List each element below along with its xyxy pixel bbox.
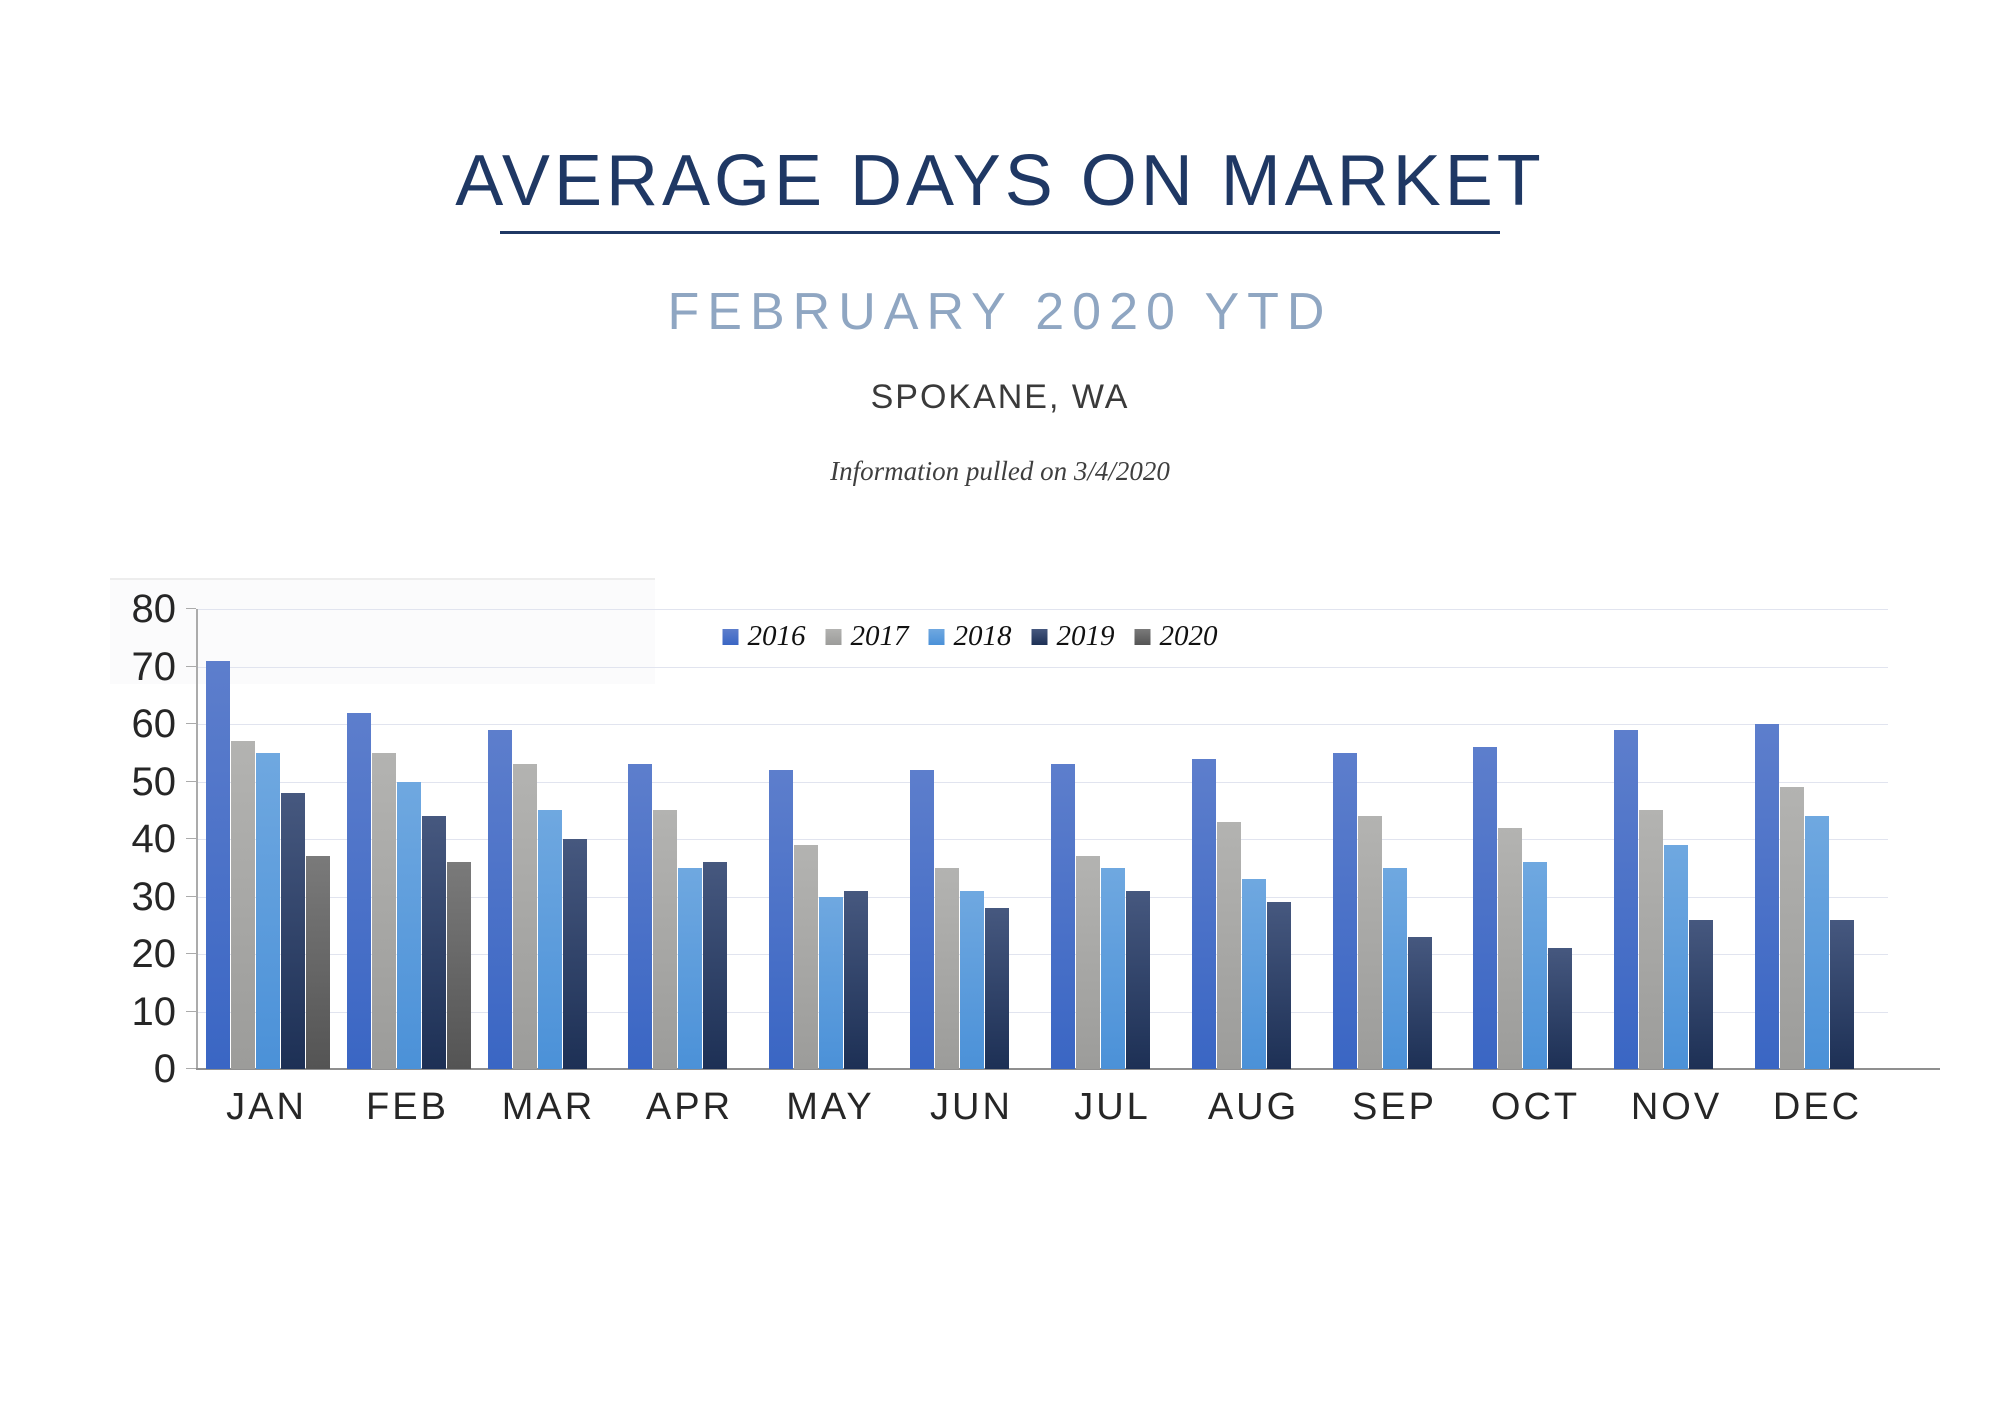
legend-label-2019: 2019 [1056, 620, 1115, 652]
bar-group-apr [620, 609, 761, 1069]
legend-item-2016 [723, 622, 806, 651]
y-axis-tick-60 [186, 723, 196, 724]
y-axis-tick-label-30: 30 [131, 874, 176, 919]
bar-group-dec [1747, 609, 1888, 1069]
bar-2020-jan [306, 856, 330, 1069]
bar-2016-may [769, 770, 793, 1069]
bar-2017-may [794, 845, 818, 1069]
bar-group-jul [1043, 609, 1184, 1069]
y-axis-tick-label-20: 20 [131, 932, 176, 976]
bar-group-oct [1465, 609, 1606, 1069]
legend-item-2020 [1135, 622, 1218, 651]
data-pulled-note: Information pulled on 3/4/2020 [830, 456, 1170, 486]
x-axis-label-jun: JUN [930, 1086, 1013, 1128]
bar-2017-mar [513, 764, 537, 1069]
y-axis-tick-80 [186, 608, 196, 609]
bar-2019-jul [1126, 891, 1150, 1069]
bar-2018-jun [960, 891, 984, 1069]
legend-item-2017 [826, 622, 909, 651]
bar-groups [198, 609, 1888, 1069]
y-axis-labels [40, 587, 176, 1091]
y-axis-tick-10 [186, 1011, 196, 1012]
y-axis-tick-20 [186, 953, 196, 954]
plot-area [196, 609, 1888, 1069]
legend-swatch-2018 [929, 629, 945, 645]
x-axis-labels [196, 1086, 1888, 1129]
bar-2016-apr [628, 764, 652, 1069]
chart-location: SPOKANE, WA [870, 378, 1130, 416]
legend-swatch-2020 [1135, 629, 1151, 645]
x-axis-label-aug: AUG [1207, 1086, 1300, 1128]
y-axis-tick-0 [186, 1068, 196, 1069]
bar-group-feb [339, 609, 480, 1069]
bar-2016-nov [1614, 730, 1638, 1069]
bar-group-nov [1606, 609, 1747, 1069]
bar-2017-dec [1780, 787, 1804, 1069]
bar-2016-jul [1051, 764, 1075, 1069]
y-axis-tick-30 [186, 896, 196, 897]
bar-2016-jun [910, 770, 934, 1069]
x-axis-label-jan: JAN [226, 1086, 307, 1128]
bar-2018-oct [1523, 862, 1547, 1069]
x-axis-label-oct: OCT [1490, 1086, 1581, 1128]
bar-group-sep [1325, 609, 1466, 1069]
bar-2017-nov [1639, 810, 1663, 1069]
legend-label-2017: 2017 [850, 620, 909, 652]
bar-2017-aug [1217, 822, 1241, 1069]
x-axis-label-may: MAY [786, 1086, 875, 1128]
page-title: AVERAGE DAYS ON MARKET [455, 141, 1545, 221]
y-axis-tick-label-10: 10 [131, 989, 176, 1034]
bar-2018-jul [1101, 868, 1125, 1069]
bar-2018-sep [1383, 868, 1407, 1069]
bar-2018-nov [1664, 845, 1688, 1069]
y-axis-tick-label-60: 60 [131, 702, 176, 746]
legend-label-2016: 2016 [747, 620, 806, 652]
y-axis-tick-40 [186, 838, 196, 839]
bar-2017-jan [231, 741, 255, 1069]
bar-2017-sep [1358, 816, 1382, 1069]
x-axis-label-feb: FEB [366, 1086, 449, 1128]
bar-group-jan [198, 609, 339, 1069]
bar-2019-feb [422, 816, 446, 1069]
bar-2019-jan [281, 793, 305, 1069]
y-axis-tick-50 [186, 781, 196, 782]
bar-2019-apr [703, 862, 727, 1069]
legend-swatch-2016 [723, 629, 739, 645]
bar-2019-oct [1548, 948, 1572, 1069]
bar-2018-apr [678, 868, 702, 1069]
legend-label-2018: 2018 [953, 620, 1012, 652]
bar-2018-mar [538, 810, 562, 1069]
bar-2016-jan [206, 661, 230, 1069]
x-axis-label-jul: JUL [1074, 1086, 1151, 1128]
bar-2018-dec [1805, 816, 1829, 1069]
legend [723, 622, 1218, 651]
bar-2016-aug [1192, 759, 1216, 1070]
legend-swatch-2017 [826, 629, 842, 645]
legend-label-2020: 2020 [1159, 620, 1218, 652]
chart-subtitle: FEBRUARY 2020 YTD [667, 283, 1333, 341]
x-axis-label-dec: DEC [1772, 1086, 1863, 1128]
bar-2018-jan [256, 753, 280, 1069]
x-axis-label-sep: SEP [1351, 1086, 1438, 1128]
legend-item-2019 [1032, 622, 1115, 651]
bar-2017-feb [372, 753, 396, 1069]
bar-2017-jun [935, 868, 959, 1069]
x-axis-label-nov: NOV [1630, 1086, 1723, 1128]
x-axis-label-apr: APR [645, 1086, 734, 1128]
y-axis-tick-label-0: 0 [153, 1047, 176, 1091]
bar-2016-sep [1333, 753, 1357, 1069]
y-axis-tick-label-80: 80 [131, 587, 176, 631]
bar-group-aug [1184, 609, 1325, 1069]
x-axis-label-mar: MAR [501, 1086, 596, 1128]
bar-2017-oct [1498, 828, 1522, 1070]
y-axis-tick-70 [186, 666, 196, 667]
bar-2019-mar [563, 839, 587, 1069]
bar-group-may [761, 609, 902, 1069]
bar-2019-nov [1689, 920, 1713, 1070]
bar-2016-oct [1473, 747, 1497, 1069]
bar-2020-feb [447, 862, 471, 1069]
bar-2017-jul [1076, 856, 1100, 1069]
y-axis-tick-label-50: 50 [131, 759, 176, 804]
bar-group-jun [902, 609, 1043, 1069]
bar-2018-feb [397, 782, 421, 1070]
bar-2016-mar [488, 730, 512, 1069]
bar-2019-may [844, 891, 868, 1069]
legend-item-2018 [929, 622, 1012, 651]
bar-group-mar [480, 609, 621, 1069]
bar-2016-dec [1755, 724, 1779, 1069]
bar-2018-may [819, 897, 843, 1070]
y-axis-tick-label-70: 70 [131, 644, 176, 689]
bar-2019-aug [1267, 902, 1291, 1069]
bar-2018-aug [1242, 879, 1266, 1069]
bar-2019-jun [985, 908, 1009, 1069]
bar-2019-dec [1830, 920, 1854, 1070]
y-axis-tick-label-40: 40 [131, 817, 176, 861]
bar-2019-sep [1408, 937, 1432, 1069]
legend-swatch-2019 [1032, 629, 1048, 645]
bar-2016-feb [347, 713, 371, 1070]
bar-2017-apr [653, 810, 677, 1069]
